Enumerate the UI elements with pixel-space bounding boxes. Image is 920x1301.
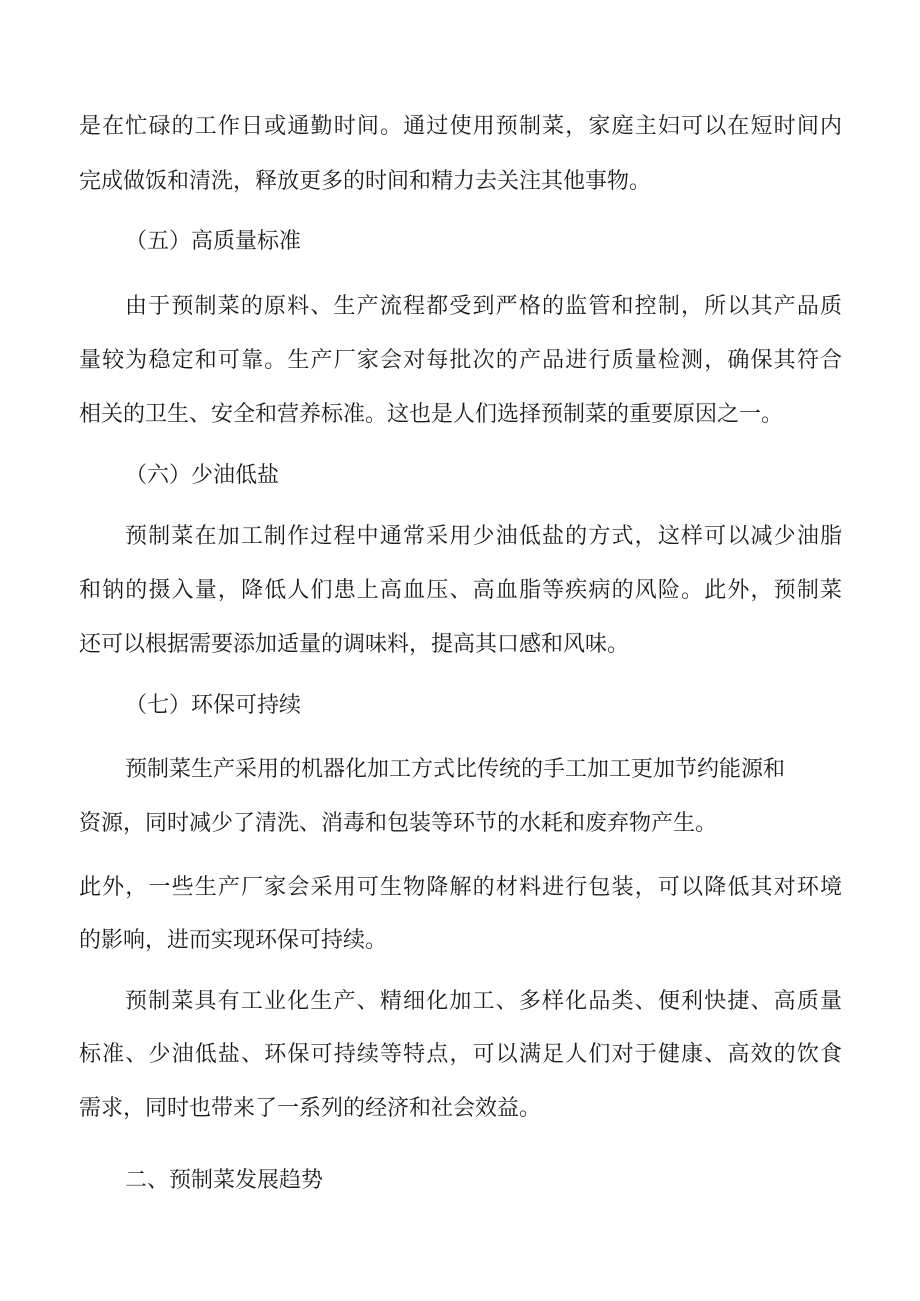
paragraph-line: 由于预制菜的原料、生产流程都受到严格的监管和控制，所以其产品质 [125, 294, 842, 319]
paragraph-line: 和钠的摄入量，降低人们患上高血压、高血脂等疾病的风险。此外，预制菜 [79, 578, 842, 603]
paragraph-line: 资源，同时减少了清洗、消毒和包装等环节的水耗和废弃物产生。 [79, 811, 718, 836]
section-heading-5: （五）高质量标准 [125, 229, 302, 254]
paragraph-line: 此外，一些生产厂家会采用可生物降解的材料进行包装，可以降低其对环境 [79, 875, 842, 900]
paragraph-line: 是在忙碌的工作日或通勤时间。通过使用预制菜，家庭主妇可以在短时间内 [79, 114, 842, 139]
paragraph-line: 预制菜具有工业化生产、精细化加工、多样化品类、便利快捷、高质量 [125, 989, 842, 1014]
paragraph-line: 预制菜在加工制作过程中通常采用少油低盐的方式，这样可以减少油脂 [125, 524, 842, 549]
paragraph-line: 量较为稳定和可靠。生产厂家会对每批次的产品进行质量检测，确保其符合 [79, 348, 842, 373]
section-heading-6: （六）少油低盐 [125, 463, 280, 488]
paragraph-line: 标准、少油低盐、环保可持续等特点，可以满足人们对于健康、高效的饮食 [79, 1042, 842, 1067]
paragraph-line: 需求，同时也带来了一系列的经济和社会效益。 [79, 1096, 542, 1121]
section-heading-7: （七）环保可持续 [125, 693, 302, 718]
section-heading-2: 二、预制菜发展趋势 [125, 1168, 324, 1193]
paragraph-line: 预制菜生产采用的机器化加工方式比传统的手工加工更加节约能源和 [125, 757, 786, 782]
paragraph-line: 的影响，进而实现环保可持续。 [79, 928, 388, 953]
paragraph-line: 还可以根据需要添加适量的调味料，提高其口感和风味。 [79, 632, 630, 657]
paragraph-line: 相关的卫生、安全和营养标准。这也是人们选择预制菜的重要原因之一。 [79, 402, 784, 427]
paragraph-line: 完成做饭和清洗，释放更多的时间和精力去关注其他事物。 [79, 169, 652, 194]
